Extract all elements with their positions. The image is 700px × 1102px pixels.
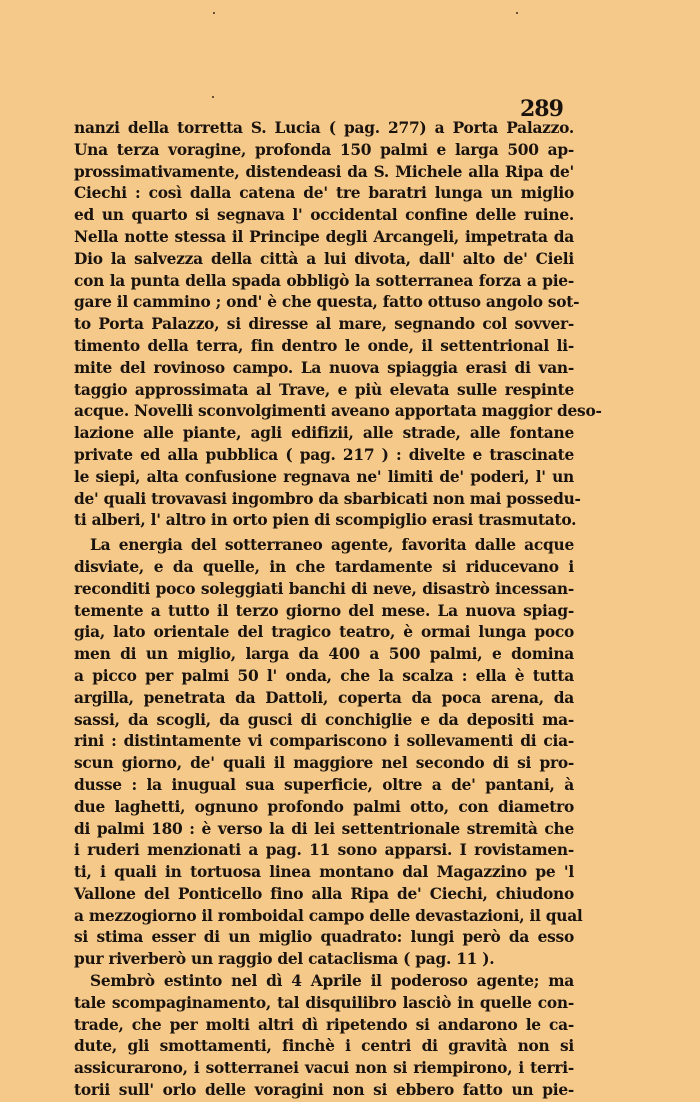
text-line: de' quali trovavasi ingombro da sbarbicati non mai possedu- [74,489,581,508]
text-line: le siepi, alta confusione regnava ne' limiti de' poderi, l' un [74,467,574,486]
ink-speck [212,96,214,98]
text-line: temente a tutto il terzo giorno del mese. La nuova spiag- [74,601,574,620]
text-line: Sembrò estinto nel dì 4 Aprile il poderoso agente; ma [90,972,574,991]
text-line: ti alberi, l' altro in orto pien di scompiglio erasi trasmutato. [74,511,577,530]
text-line: Una terza voragine, profonda 150 palmi e larga 500 ap- [74,140,574,159]
ink-speck [516,12,518,14]
text-line: dute, gli smottamenti, finchè i centri di gravità non si [74,1037,574,1056]
text-line: di palmi 180 : è verso la di lei settentrionale stremità che [74,819,574,838]
text-line: Dio la salvezza della città a lui divota, dall' alto de' Cieli [74,249,574,268]
text-line: reconditi poco soleggiati banchi di neve, disastrò incessan- [74,579,574,598]
text-line: La energia del sotterraneo agente, favorita dalle acque [90,536,574,555]
text-line: tale scompaginamento, tal disquilibro lasciò in quelle con- [74,993,574,1012]
text-line: disviate, e da quelle, in che tardamente si riducevano i [74,557,574,576]
text-line: assicurarono, i sotterranei vacui non si riempirono, i terri- [74,1059,574,1078]
text-line: a mezzogiorno il romboidal campo delle devastazioni, il qual [74,906,583,925]
text-line: ti, i quali in tortuosa linea montano dal Magazzino pe 'l [74,863,574,882]
text-line: prossimativamente, distendeasi da S. Michele alla Ripa de' [74,162,574,181]
text-line: due laghetti, ognuno profondo palmi otto, con diametro [74,797,574,816]
text-line: rini : distintamente vi compariscono i sollevamenti di cia- [74,732,574,751]
text-line: to Porta Palazzo, si diresse al mare, segnando col sovver- [74,315,574,334]
text-line: si stima esser di un miglio quadrato: lungi però da esso [74,928,574,947]
text-line: private ed alla pubblica ( pag. 217 ) : divelte e trascinate [74,445,574,464]
text-line: torii sull' orlo delle voragini non si ebbero fatto un pie- [74,1081,574,1100]
text-line: taggio approssimata al Trave, e più elevata sulle respinte [74,380,574,399]
text-line: argilla, penetrata da Dattoli, coperta da poca arena, da [74,688,574,707]
text-line: i ruderi menzionati a pag. 11 sono apparsi. I rovistamen- [74,841,574,860]
ink-speck [213,12,215,14]
text-line: timento della terra, fin dentro le onde, il settentrional li- [74,336,574,355]
page-number: 289 [520,96,563,122]
body-text [74,118,602,1102]
text-line: ed un quarto si segnava l' occidental confine delle ruine. [74,206,574,225]
text-line: lazione alle piante, agli edifizii, alle strade, alle fontane [74,424,574,443]
text-line: con la punta della spada obbligò la sotterranea forza a pie- [74,271,574,290]
text-line: men di un miglio, larga da 400 a 500 palmi, e domina [74,645,574,664]
text-line: Vallone del Ponticello fino alla Ripa de' Ciechi, chiudono [74,884,574,903]
text-line: mite del rovinoso campo. La nuova spiaggia erasi di van- [74,358,574,377]
text-line: scun giorno, de' quali il maggiore nel secondo di si pro- [74,754,574,773]
text-line: pur riverberò un raggio del cataclisma ( pag. 11 ). [74,950,495,969]
text-line: gia, lato orientale del tragico teatro, è ormai lunga poco [74,623,574,642]
text-line: trade, che per molti altri dì ripetendo si andarono le ca- [74,1015,574,1034]
text-line: dusse : la inugual sua superficie, oltre a de' pantani, à [74,775,574,794]
text-line: a picco per palmi 50 l' onda, che la scalza : ella è tutta [74,666,574,685]
text-line: nanzi della torretta S. Lucia ( pag. 277) a Porta Palazzo. [74,119,574,137]
text-line: Nella notte stessa il Principe degli Arcangeli, impetrata da [74,227,574,246]
text-line: acque. Novelli sconvolgimenti aveano apportata maggior deso- [74,402,602,421]
text-line: sassi, da scogli, da gusci di conchiglie e da depositi ma- [74,710,574,729]
text-line: Ciechi : così dalla catena de' tre baratri lunga un miglio [74,184,574,203]
text-line: gare il cammino ; ond' è che questa, fatto ottuso angolo sot- [74,293,580,312]
